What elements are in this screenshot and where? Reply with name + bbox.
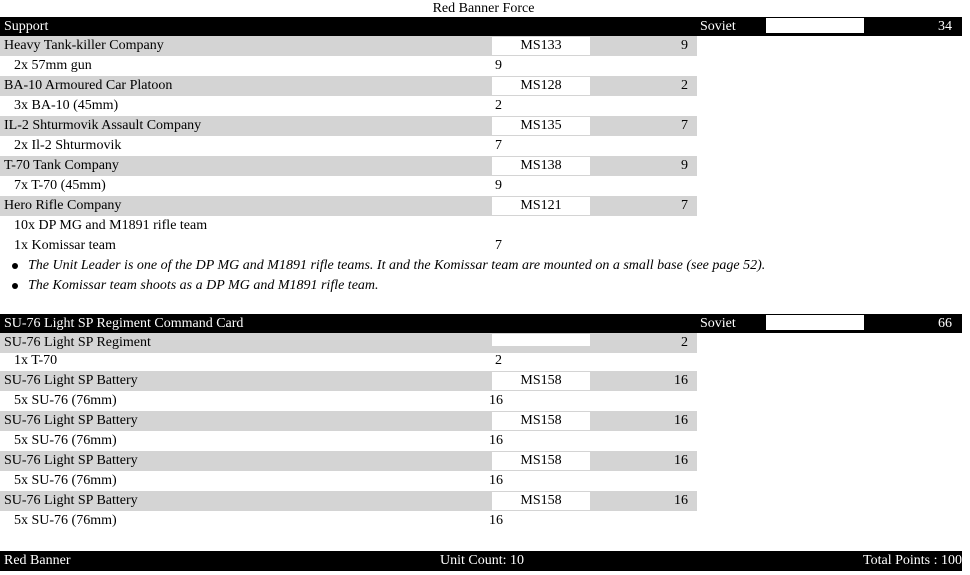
footer-unit-count: Unit Count: 10: [440, 553, 525, 568]
unit-code: MS135: [492, 117, 590, 135]
unit-code: MS158: [492, 492, 590, 510]
sub-item: 7x T-70 (45mm): [14, 178, 106, 193]
unit-code: [492, 334, 590, 346]
unit-row: [0, 36, 697, 56]
footer-bar: [0, 551, 962, 571]
unit-row: [0, 491, 697, 511]
unit-points: 7: [681, 198, 688, 213]
unit-code: MS158: [492, 412, 590, 430]
unit-name: IL-2 Shturmovik Assault Company: [4, 118, 202, 133]
section-header-su76: [0, 314, 962, 333]
unit-points: 2: [681, 335, 688, 350]
section-header-support: [0, 17, 962, 36]
sub-item: 5x SU-76 (76mm): [14, 513, 117, 528]
sub-item: 5x SU-76 (76mm): [14, 393, 117, 408]
sub-item: 5x SU-76 (76mm): [14, 433, 117, 448]
section-blank-cell: [766, 18, 864, 33]
sub-item-points: 7: [495, 138, 502, 153]
unit-name: T-70 Tank Company: [4, 158, 119, 173]
section-points: 66: [938, 316, 952, 331]
sub-item-points: 16: [489, 513, 503, 528]
unit-code: MS158: [492, 452, 590, 470]
unit-name: BA-10 Armoured Car Platoon: [4, 78, 173, 93]
note-text: The Unit Leader is one of the DP MG and M1891 rifle teams. It and the Komissar team are mounted on a small base (see page 52).: [28, 258, 766, 273]
section-nation: Soviet: [700, 316, 736, 331]
unit-row: [0, 371, 697, 391]
sub-item-points: 9: [495, 178, 502, 193]
note-text: The Komissar team shoots as a DP MG and M1891 rifle team.: [28, 278, 379, 293]
footer-force-name: Red Banner: [4, 553, 71, 568]
unit-code: MS121: [492, 197, 590, 215]
sub-item-points: 9: [495, 58, 502, 73]
unit-points: 16: [674, 453, 688, 468]
sub-item-points: 16: [489, 393, 503, 408]
unit-points: 16: [674, 373, 688, 388]
sub-item: 3x BA-10 (45mm): [14, 98, 119, 113]
sub-item-points: 2: [495, 98, 502, 113]
unit-name: SU-76 Light SP Regiment: [4, 335, 151, 350]
unit-points: 9: [681, 38, 688, 53]
section-nation: Soviet: [700, 19, 736, 34]
unit-name: Hero Rifle Company: [4, 198, 122, 213]
page-title: Red Banner Force: [432, 1, 535, 16]
unit-row: [0, 156, 697, 176]
sub-item-points: 7: [495, 238, 502, 253]
sub-item-points: 16: [489, 433, 503, 448]
sub-item: 5x SU-76 (76mm): [14, 473, 117, 488]
unit-row: [0, 411, 697, 431]
unit-name: SU-76 Light SP Battery: [4, 413, 138, 428]
unit-row: [0, 116, 697, 136]
unit-code: MS128: [492, 77, 590, 95]
sub-item-points: 2: [495, 353, 502, 368]
bullet-icon: [12, 283, 18, 289]
sub-item: 2x Il-2 Shturmovik: [14, 138, 122, 153]
unit-code: MS133: [492, 37, 590, 55]
unit-points: 16: [674, 413, 688, 428]
section-points: 34: [938, 19, 952, 34]
section-blank-cell: [766, 315, 864, 330]
footer-total-points: Total Points : 100: [863, 553, 962, 568]
unit-points: 7: [681, 118, 688, 133]
unit-points: 9: [681, 158, 688, 173]
unit-points: 2: [681, 78, 688, 93]
sub-item: 1x Komissar team: [14, 238, 116, 253]
unit-row: [0, 76, 697, 96]
unit-row: [0, 333, 697, 353]
section-title: SU-76 Light SP Regiment Command Card: [4, 316, 244, 331]
sub-item-points: 16: [489, 473, 503, 488]
unit-name: SU-76 Light SP Battery: [4, 373, 138, 388]
section-title: Support: [4, 19, 49, 34]
unit-code: MS138: [492, 157, 590, 175]
sub-item: 2x 57mm gun: [14, 58, 92, 73]
unit-points: 16: [674, 493, 688, 508]
sub-item: 1x T-70: [14, 353, 58, 368]
bullet-icon: [12, 263, 18, 269]
unit-row: [0, 196, 697, 216]
unit-name: SU-76 Light SP Battery: [4, 453, 138, 468]
unit-name: Heavy Tank-killer Company: [4, 38, 164, 53]
sub-item: 10x DP MG and M1891 rifle team: [14, 218, 208, 233]
unit-name: SU-76 Light SP Battery: [4, 493, 138, 508]
unit-row: [0, 451, 697, 471]
unit-code: MS158: [492, 372, 590, 390]
